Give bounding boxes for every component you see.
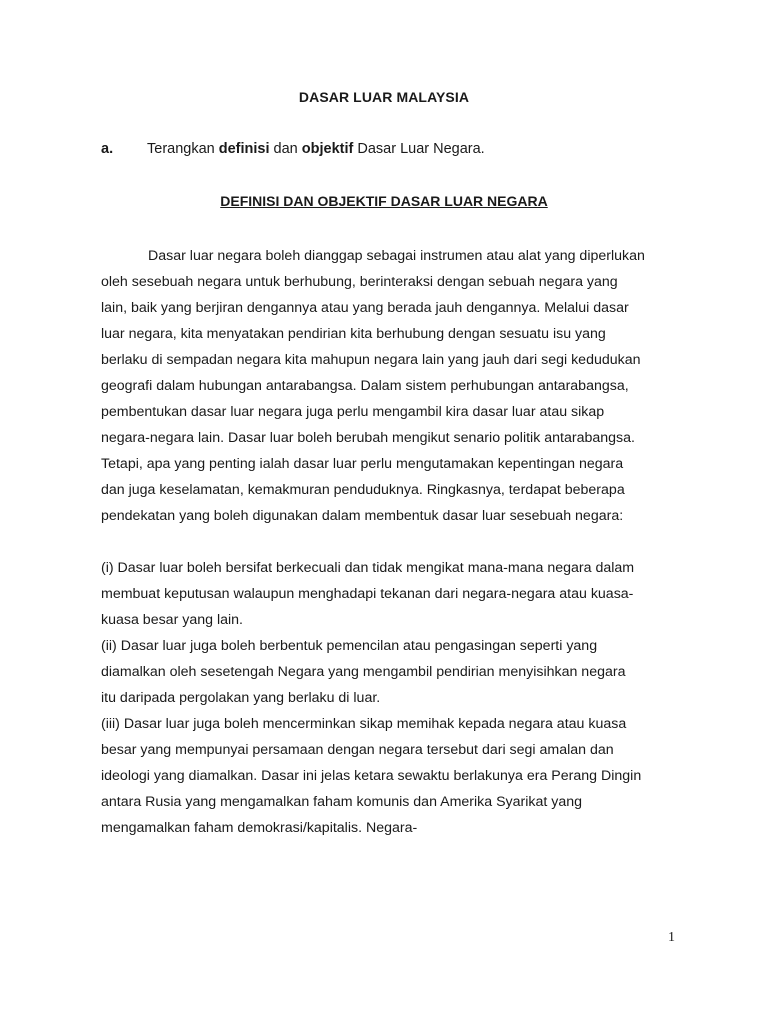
point-line: mengamalkan faham demokrasi/kapitalis. Negara-	[101, 820, 418, 836]
paragraph-line: pembentukan dasar luar negara juga perlu mengambil kira dasar luar atau sikap	[101, 404, 605, 420]
point-line: ideologi yang diamalkan. Dasar ini jelas ketara sewaktu berlakunya era Perang Dingin	[101, 768, 642, 784]
point-line: (ii) Dasar luar juga boleh berbentuk pemencilan atau pengasingan seperti yang	[101, 638, 598, 654]
paragraph-line: negara-negara lain. Dasar luar boleh berubah mengikut senario politik antarabangsa.	[101, 430, 635, 446]
paragraph-line: Dasar luar negara boleh dianggap sebagai instrumen atau alat yang diperlukan	[148, 248, 645, 264]
document-body	[101, 243, 691, 841]
point-line: diamalkan oleh sesetengah Negara yang mengambil pendirian menyisihkan negara	[101, 664, 626, 680]
document-title: DASAR LUAR MALAYSIA	[298, 89, 470, 105]
question-text-part1: Terangkan	[147, 141, 219, 157]
point-line: antara Rusia yang mengamalkan faham komunis dan Amerika Syarikat yang	[101, 794, 583, 810]
point-line: kuasa besar yang lain.	[101, 612, 243, 628]
paragraph-line: berlaku di sempadan negara kita mahupun negara lain yang jauh dari segi kedudukan	[101, 352, 641, 368]
paragraph-line: lain, baik yang berjiran dengannya atau yang berada jauh dengannya. Melalui dasar	[101, 300, 629, 316]
paragraph-line: geografi dalam hubungan antarabangsa. Dalam sistem perhubungan antarabangsa,	[101, 378, 629, 394]
paragraph-line: pendekatan yang boleh digunakan dalam membentuk dasar luar sesebuah negara:	[101, 508, 624, 524]
question-bold-objektif: objektif	[301, 141, 354, 157]
paragraph-line: dan juga keselamatan, kemakmuran penduduknya. Ringkasnya, terdapat beberapa	[101, 482, 625, 498]
point-line: (i) Dasar luar boleh bersifat berkecuali dan tidak mengikat mana-mana negara dalam	[101, 560, 635, 576]
point-line: (iii) Dasar luar juga boleh mencerminkan sikap memihak kepada negara atau kuasa	[101, 716, 627, 732]
point-line: besar yang mempunyai persamaan dengan negara tersebut dari segi amalan dan	[101, 742, 614, 758]
question-marker: a.	[101, 141, 114, 157]
question-text-part2: dan	[269, 141, 302, 157]
page-number: 1	[668, 930, 675, 945]
paragraph-line: Tetapi, apa yang penting ialah dasar luar perlu mengutamakan kepentingan negara	[101, 456, 624, 472]
paragraph-line: luar negara, kita menyatakan pendirian kita berhubung dengan sesuatu isu yang	[101, 326, 606, 342]
question-line	[101, 141, 485, 157]
paragraph-gap	[101, 529, 691, 555]
points-list	[101, 555, 691, 841]
point-line: membuat keputusan walaupun menghadapi tekanan dari negara-negara atau kuasa-	[101, 586, 634, 602]
question-bold-definisi: definisi	[218, 141, 270, 157]
point-line: itu daripada pergolakan yang berlaku di luar.	[101, 690, 381, 706]
section-subheading: DEFINISI DAN OBJEKTIF DASAR LUAR NEGARA	[220, 193, 548, 209]
paragraph-intro	[101, 243, 691, 529]
question-text-part3: Dasar Luar Negara.	[353, 141, 485, 157]
paragraph-line: oleh sesebuah negara untuk berhubung, berinteraksi dengan sebuah negara yang	[101, 274, 618, 290]
